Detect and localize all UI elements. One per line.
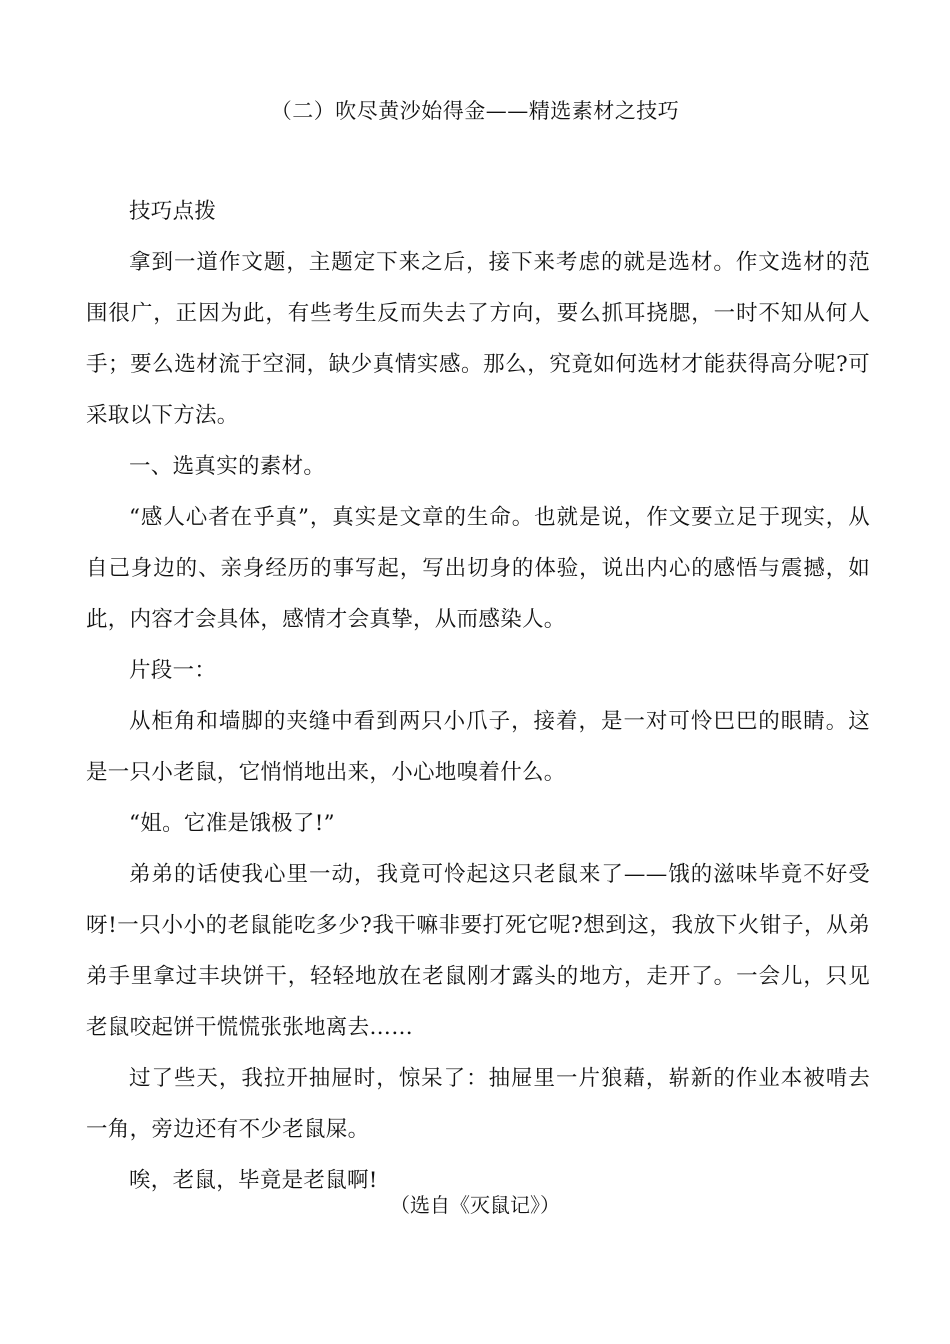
heading-excerpt-one: 片段一： xyxy=(129,658,217,683)
paragraph-excerpt-5: 唉，老鼠，毕竟是老鼠啊! xyxy=(129,1168,378,1193)
paragraph-truth: “感人心者在乎真”，真实是文章的生命。也就是说，作文要立足于现实，从自己身边的、亲身经历的事写起，写出切身的体验，说出内心的感悟与震撼，如此，内容才会具体，感情才会真挚，从而感染人。 xyxy=(86,505,870,632)
document-body xyxy=(86,186,870,1206)
paragraph-excerpt-3: 弟弟的话使我心里一动，我竟可怜起这只老鼠来了——饿的滋味毕竟不好受呀!一只小小的老鼠能吃多少?我干嘛非要打死它呢?想到这，我放下火钳子，从弟弟手里拿过丰块饼干，轻轻地放在老鼠刚才露头的地方，走开了。一会儿，只见老鼠咬起饼干慌慌张张地离去…… xyxy=(86,862,870,1040)
paragraph-excerpt-4: 过了些天，我拉开抽屉时，惊呆了：抽屉里一片狼藉，崭新的作业本被啃去一角，旁边还有不少老鼠屎。 xyxy=(86,1066,870,1142)
heading-tips: 技巧点拨 xyxy=(129,199,217,224)
paragraph-excerpt-2: “姐。它准是饿极了!” xyxy=(129,811,335,836)
document-title: （二）吹尽黄沙始得金——精选素材之技巧 xyxy=(270,99,680,123)
paragraph-intro: 拿到一道作文题，主题定下来之后，接下来考虑的就是选材。作文选材的范围很广，正因为此，有些考生反而失去了方向，要么抓耳挠腮，一时不知从何人手；要么选材流于空洞，缺少真情实感。那么，究竟如何选材才能获得高分呢?可采取以下方法。 xyxy=(86,250,870,428)
source-citation: （选自《灭鼠记》） xyxy=(390,1193,560,1217)
heading-section-one: 一、选真实的素材。 xyxy=(129,454,326,479)
paragraph-excerpt-1: 从柜角和墙脚的夹缝中看到两只小爪子，接着，是一对可怜巴巴的眼睛。这是一只小老鼠，它悄悄地出来，小心地嗅着什么。 xyxy=(86,709,870,785)
